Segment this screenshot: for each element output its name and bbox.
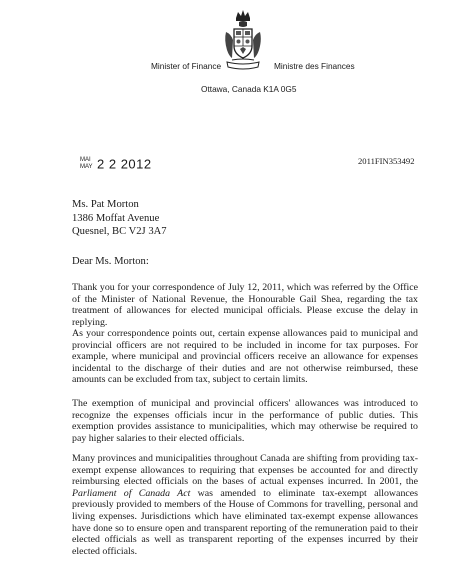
letterhead-address: Ottawa, Canada K1A 0G5 — [201, 84, 297, 94]
body-paragraph-4 — [72, 453, 418, 557]
body-paragraph-4-text-end: was amended to eliminate tax-exempt allowances previously provided to members of the House of Commons for travelling, personal and living expenses. Jurisdictions which have eliminated tax-exempt expense allowances have done so to ensure open and transparent reporting of the remuneration paid to their elected officials as well as transparent reporting of the expenses incurred by their elected officials. — [72, 487, 418, 557]
file-number: 2011FIN353492 — [358, 156, 415, 166]
body-paragraph-4-text-start: Many provinces and municipalities throughout Canada are shifting from providing tax-exempt expense allowances to requiring that expenses be accounted for and directly reimbursing elected officials on the bases of actual expenses incurred. In 2001, the — [72, 453, 418, 488]
recipient-address — [72, 198, 167, 239]
body-paragraph-2: As your correspondence points out, certain expense allowances paid to municipal and provincial officers are not required to be included in income for tax purposes. For example, where municipal and provincial officers receive an allowance for expenses incidental to the discharge of their duties and are not otherwise reimbursed, these amounts can be excluded from tax, subject to certain limits. — [72, 328, 418, 386]
body-paragraph-3: The exemption of municipal and provincial officers' allowances was introduced to recognize the expenses officials incur in the performance of public duties. This exemption provides assistance to municipalities, which may otherwise be required to pay higher salaries to their elected officials. — [72, 398, 418, 444]
salutation: Dear Ms. Morton: — [72, 256, 149, 267]
coat-of-arms-crest — [223, 10, 263, 72]
recipient-name: Ms. Pat Morton — [72, 199, 139, 210]
date-stamp-day-year: 2 2 2012 — [97, 156, 152, 172]
recipient-street: 1386 Moffat Avenue — [72, 212, 160, 224]
letterhead-french-title: Ministre des Finances — [274, 61, 355, 71]
recipient-city: Quesnel, BC V2J 3A7 — [72, 226, 167, 237]
act-name: Parliament of Canada Act — [72, 487, 191, 499]
date-stamp-month-french: MAI — [80, 156, 91, 163]
date-stamp-month — [80, 157, 93, 171]
letterhead-english-title: Minister of Finance — [151, 61, 222, 71]
body-paragraph-1: Thank you for your correspondence of July 12, 2011, which was referred by the Office of the Minister of National Revenue, the Honourable Gail Shea, regarding the tax treatment of allowances for elected municipal officials. Please excuse the delay in replying. — [72, 282, 418, 328]
date-stamp-month-english: MAY — [80, 163, 93, 170]
date-stamp — [80, 155, 152, 173]
